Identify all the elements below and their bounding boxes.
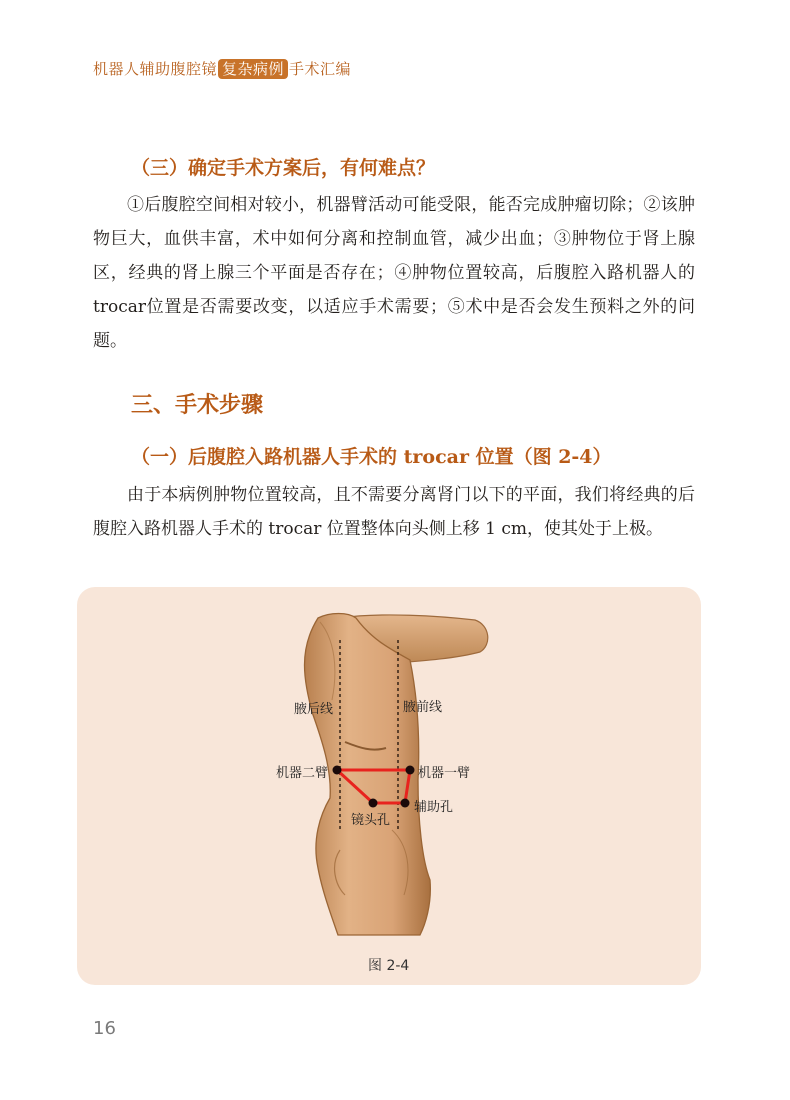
camera-port-dot (369, 799, 378, 808)
running-head-after: 手术汇编 (289, 60, 352, 78)
figure-caption: 图 2-4 (368, 958, 410, 974)
label-anterior-axillary-line: 腋前线 (403, 700, 443, 715)
label-assist-port: 辅助孔 (414, 800, 454, 815)
page-number: 16 (93, 1018, 116, 1039)
paragraph-trocar-position: 由于本病例肿物位置较高，且不需要分离肾门以下的平面，我们将经典的后腹腔入路机器人手术的 trocar 位置整体向头侧上移 1 cm，使其处于上极。 (93, 485, 695, 539)
paragraph-difficulties: ①后腹腔空间相对较小，机器臂活动可能受限，能否完成肿瘤切除；②该肿物巨大，血供丰富，术中如何分离和控制血管，减少出血；③肿物位于肾上腺区，经典的肾上腺三个平面是否存在；④肿物位置较高，后腹腔入路机器人的trocar位置是否需要改变，以适应手术需要；⑤术中是否会发生预料之外的问题。 (93, 195, 695, 351)
subheading-trocar-position: （一）后腹腔入路机器人手术的 trocar 位置（图 2-4） (131, 446, 612, 468)
running-head-highlight: 复杂病例 (218, 59, 288, 79)
robot-arm-2-port (333, 766, 342, 775)
running-head-before: 机器人辅助腹腔镜 (93, 60, 218, 78)
robot-arm-1-port (406, 766, 415, 775)
section-title-surgical-steps: 三、手术步骤 (131, 392, 264, 418)
label-posterior-axillary-line: 腋后线 (294, 702, 334, 717)
subheading-difficulties: （三）确定手术方案后，有何难点？ (131, 157, 436, 179)
label-camera-port: 镜头孔 (351, 813, 391, 828)
label-robot-arm-1: 机器一臂 (418, 766, 471, 781)
assist-port-dot (401, 799, 410, 808)
label-robot-arm-2: 机器二臂 (276, 766, 329, 781)
